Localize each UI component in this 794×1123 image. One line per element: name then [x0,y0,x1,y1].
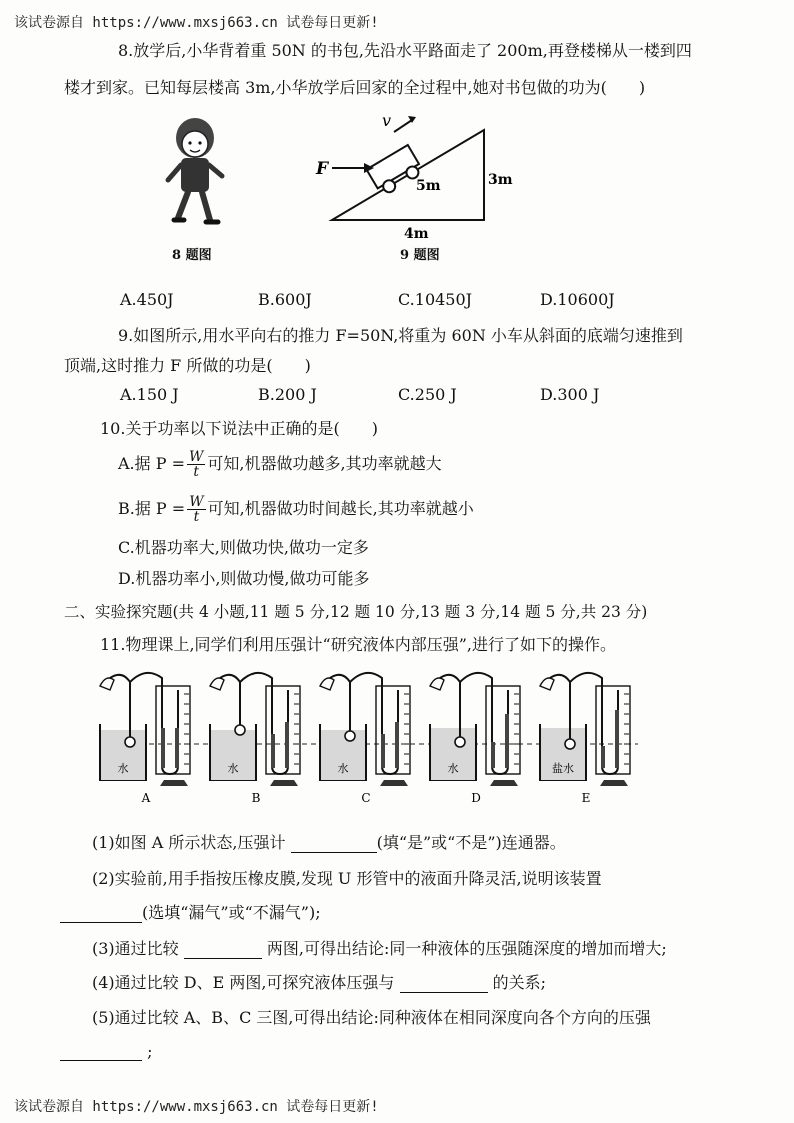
hand [210,678,224,690]
q10-a-text: 可知,机器做功越多,其功率就越大 [207,454,442,473]
q9-option-c: C.250 J [398,385,457,404]
connecting-tube [460,673,492,690]
connecting-tube [130,673,162,690]
q11-part4 [92,970,546,993]
label-slope: 5m [416,178,441,194]
u-left-liquid [271,734,275,768]
hand [100,678,114,690]
watermark-top: 该试卷源自 https://www.mxsj663.cn 试卷每日更新! [14,15,379,31]
label-height: 3m [488,172,513,188]
stand [490,780,518,786]
q11-part2-line2 [60,900,321,923]
q11-p2-answer-blank[interactable] [60,906,142,923]
q11-p1-answer-blank[interactable] [291,836,377,853]
q9-line1: 9.如图所示,用水平向右的推力 F=50N,将重为 60N 小车从斜面的底端匀速推到 [118,326,683,345]
q10-a-prefix: A.据 P = [118,454,185,473]
section-2-heading: 二、实验探究题(共 4 小题,11 题 5 分,12 题 10 分,13 题 3 分,14 题 5 分,共 23 分) [64,603,648,621]
u-right-liquid [175,728,179,768]
q8-option-a: A.450J [120,290,174,309]
q11-part2-line1: (2)实验前,用手指按压橡皮膜,发现 U 形管中的液面升降灵活,说明该装置 [92,869,602,888]
figure-9-incline [312,108,552,243]
q9-line2: 顶端,这时推力 F 所做的功是( ) [64,356,311,375]
q11-p3-answer-blank[interactable] [184,942,262,959]
q11-p5-suffix: ; [147,1042,153,1061]
q10-option-d: D.机器功率小,则做功慢,做功可能多 [118,569,370,588]
probe-head [345,731,355,741]
liquid-label: 盐水 [552,762,574,775]
velocity-arrow [394,120,412,132]
u-right-liquid [505,714,509,768]
panel-letter: A [141,791,151,805]
q10-option-c: C.机器功率大,则做功快,做功一定多 [118,538,369,557]
figure-11-manometers [90,668,650,808]
power-fraction: $\frac{W}{t}$ [189,449,204,480]
hand [320,678,334,690]
u-left-liquid [161,728,165,768]
probe-head [455,737,465,747]
q10-stem: 10.关于功率以下说法中正确的是( ) [100,419,378,438]
q11-part5-line2 [60,1042,152,1061]
girl-face [182,131,208,157]
q10-b-text: 可知,机器做功时间越长,其功率就越小 [207,499,474,518]
manometer-panel-e [540,673,630,805]
q10-option-b [118,495,474,524]
q11-stem: 11.物理课上,同学们利用压强计“研究液体内部压强”,进行了如下的操作。 [100,635,616,654]
figure-9-caption: 9 题图 [400,248,440,263]
panel-letter: B [251,791,261,805]
manometer-panel-a [100,673,190,805]
q11-p4-prefix: (4)通过比较 D、E 两图,可探究液体压强与 [92,973,395,992]
connecting-tube [570,673,602,690]
u-left-liquid [601,746,605,768]
power-fraction: $\frac{W}{t}$ [189,494,204,525]
q9-option-a: A.150 J [120,385,179,404]
q11-p4-answer-blank[interactable] [400,976,488,993]
stand [380,780,408,786]
q9-option-d: D.300 J [540,385,600,404]
hand [430,678,444,690]
q8-line1: 8.放学后,小华背着重 50N 的书包,先沿水平路面走了 200m,再登楼梯从一楼到四 [118,41,692,60]
connecting-tube [350,673,382,690]
stand [270,780,298,786]
watermark-bottom: 该试卷源自 https://www.mxsj663.cn 试卷每日更新! [14,1099,379,1115]
liquid-label: 水 [337,762,349,775]
q8-option-d: D.10600J [540,290,615,309]
connecting-tube [240,673,272,690]
q10-option-a [118,450,442,479]
u-left-liquid [381,734,385,768]
liquid-label: 水 [447,762,459,775]
q11-p3-prefix: (3)通过比较 [92,939,179,958]
hand [540,678,554,690]
panel-letter: D [471,791,481,805]
manometer-panel-c [320,673,410,805]
panel-letter: E [581,791,591,805]
q11-p4-suffix: 的关系; [492,973,547,992]
q10-b-prefix: B.据 P = [118,499,186,518]
stand [600,780,628,786]
label-v: v [382,111,392,130]
q11-part3 [92,936,667,959]
manometer-panel-d [430,673,520,805]
q8-option-c: C.10450J [398,290,473,309]
figure-8-caption: 8 题图 [172,248,212,263]
girl-backpack [181,158,209,192]
q11-p3-suffix: 两图,可得出结论:同一种液体的压强随深度的增加而增大; [266,939,667,958]
q11-p1-prefix: (1)如图 A 所示状态,压强计 [92,833,286,852]
q8-option-b: B.600J [258,290,312,309]
figure-8-girl [150,110,240,240]
label-F: F [316,159,329,179]
u-right-liquid [285,722,289,768]
liquid-label: 水 [117,762,129,775]
q8-line2: 楼才到家。已知每层楼高 3m,小华放学后回家的全过程中,她对书包做的功为( ) [64,78,646,97]
q11-part1 [92,830,566,853]
manometer-panel-b [210,673,300,805]
u-right-liquid [395,722,399,768]
probe-head [235,725,245,735]
panel-letter: C [361,791,371,805]
q9-option-b: B.200 J [258,385,317,404]
probe-head [565,739,575,749]
u-left-liquid [491,742,495,768]
stand [160,780,188,786]
q11-p2-suffix: (选填“漏气”或“不漏气”); [142,903,321,922]
q11-p1-suffix: (填“是”或“不是”)连通器。 [376,833,566,852]
liquid-label: 水 [227,762,239,775]
probe-head [125,737,135,747]
label-base: 4m [404,226,429,242]
q11-p5-answer-blank[interactable] [60,1044,142,1061]
q11-part5-line1: (5)通过比较 A、B、C 三图,可得出结论:同种液体在相同深度向各个方向的压强 [92,1008,651,1027]
u-right-liquid [615,710,619,768]
